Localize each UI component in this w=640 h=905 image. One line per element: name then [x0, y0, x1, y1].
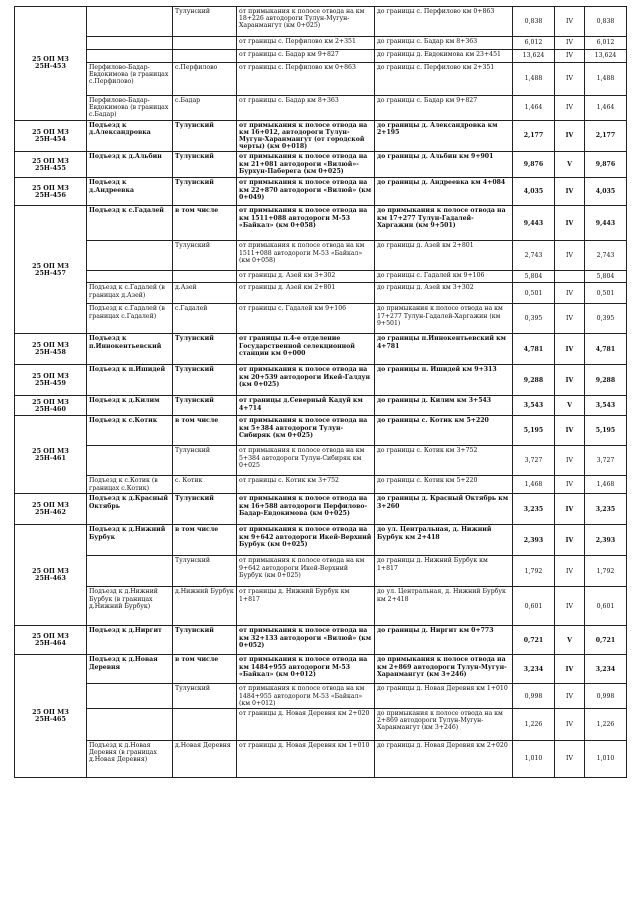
- road-code-cell: 25 ОП МЗ 25Н-463: [15, 525, 87, 626]
- road-category-cell: IV: [555, 655, 585, 684]
- segment-end-cell: до границы д. Нижний Бурбук км 1+817: [375, 556, 513, 587]
- road-code-cell: 25 ОП МЗ 25Н-458: [15, 334, 87, 365]
- road-category-cell: IV: [555, 365, 585, 396]
- segment-end-cell: до границы д. Азей км 3+302: [375, 283, 513, 304]
- length-km-cell: 0,998: [513, 684, 555, 709]
- segment-end-cell: до границы с. Котик км 5+220: [375, 416, 513, 446]
- segment-end-cell: до примыкания к полосе отвода на км 17+277 Тулун-Гадалей-Харгажин (км 9+501): [375, 206, 513, 241]
- road-code-cell: 25 ОП МЗ 25Н-460: [15, 396, 87, 416]
- road-name-cell: Подъезд к д.Ниргит: [87, 626, 173, 655]
- location-cell: [173, 37, 237, 50]
- road-category-cell: IV: [555, 63, 585, 96]
- segment-end-cell: до границы с. Бадар км 9+827: [375, 96, 513, 121]
- segment-start-cell: от примыкания к полосе отвода на км 32+133 автодороги «Вилюй» (км 0+052): [237, 626, 375, 655]
- segment-start-cell: от примыкания к полосе отвода на км 22+870 автодороги «Вилюй» (км 0+049): [237, 178, 375, 206]
- total-length-cell: 2,743: [585, 241, 627, 271]
- road-name-cell: [87, 50, 173, 63]
- total-length-cell: 1,226: [585, 709, 627, 741]
- table-row: [15, 396, 627, 416]
- road-code-cell: 25 ОП МЗ 25Н-461: [15, 416, 87, 494]
- length-km-cell: 9,288: [513, 365, 555, 396]
- location-cell: Тулунский: [173, 684, 237, 709]
- segment-start-cell: от границы д. Новая Деревня км 1+010: [237, 741, 375, 778]
- segment-start-cell: от примыкания к полосе отвода на км 21+081 автодороги «Вилюй»-Бурхун-Паберега (км 0+025): [237, 152, 375, 178]
- segment-start-cell: от границы с. Перфилово км 2+351: [237, 37, 375, 50]
- segment-end-cell: до границы д. Новая Деревня км 1+010: [375, 684, 513, 709]
- road-name-cell: [87, 446, 173, 476]
- road-name-cell: Подъезд к д.Килим: [87, 396, 173, 416]
- length-km-cell: 1,464: [513, 96, 555, 121]
- location-cell: Тулунский: [173, 446, 237, 476]
- road-name-cell: [87, 37, 173, 50]
- table-row: [15, 334, 627, 365]
- road-category-cell: IV: [555, 684, 585, 709]
- road-category-cell: IV: [555, 741, 585, 778]
- segment-start-cell: от примыкания к полосе отвода на км 16+588 автодороги Перфилово-Бадар-Евдокимова (км 0+025): [237, 494, 375, 525]
- length-km-cell: 0,721: [513, 626, 555, 655]
- road-name-cell: Подъезд к с.Котик: [87, 416, 173, 446]
- road-category-cell: IV: [555, 206, 585, 241]
- table-row: [15, 206, 627, 241]
- road-category-cell: IV: [555, 283, 585, 304]
- road-category-cell: IV: [555, 50, 585, 63]
- road-category-cell: IV: [555, 120, 585, 152]
- segment-start-cell: от примыкания к полосе отвода на км 5+384 автодороги Тулун-Сибиряк км 0+025: [237, 446, 375, 476]
- road-category-cell: IV: [555, 416, 585, 446]
- total-length-cell: 4,035: [585, 178, 627, 206]
- location-cell: в том числе: [173, 416, 237, 446]
- total-length-cell: 4,781: [585, 334, 627, 365]
- table-row: [15, 446, 627, 476]
- table-row: [15, 63, 627, 96]
- road-category-cell: IV: [555, 494, 585, 525]
- length-km-cell: 3,543: [513, 396, 555, 416]
- road-category-cell: IV: [555, 96, 585, 121]
- road-name-cell: Подъезд к д.Александровка: [87, 120, 173, 152]
- total-length-cell: 5,804: [585, 271, 627, 283]
- length-km-cell: 0,501: [513, 283, 555, 304]
- road-category-cell: IV: [555, 709, 585, 741]
- road-name-cell: Подъезд к д.Альбин: [87, 152, 173, 178]
- road-code-cell: 25 ОП МЗ 25Н-459: [15, 365, 87, 396]
- location-cell: д.Новая Деревня: [173, 741, 237, 778]
- location-cell: Тулунский: [173, 365, 237, 396]
- segment-end-cell: до примыкания к полосе отвода на км 17+277 Тулун-Гадалей-Харгажин (км 9+501): [375, 304, 513, 334]
- location-cell: в том числе: [173, 206, 237, 241]
- road-code-cell: 25 ОП МЗ 25Н-457: [15, 206, 87, 334]
- road-category-cell: IV: [555, 556, 585, 587]
- segment-start-cell: от границы с. Перфилово км 0+863: [237, 63, 375, 96]
- road-name-cell: Подъезд к д.Новая Деревня (в границах д.Новая Деревня): [87, 741, 173, 778]
- road-category-cell: IV: [555, 446, 585, 476]
- road-name-cell: Подъезд к п.Ишидей: [87, 365, 173, 396]
- segment-start-cell: от примыкания к полосе отвода на км 20+539 автодороги Икей-Галдун (км 0+025): [237, 365, 375, 396]
- length-km-cell: 1,488: [513, 63, 555, 96]
- segment-end-cell: до границы п. Ишидей км 9+313: [375, 365, 513, 396]
- total-length-cell: 3,235: [585, 494, 627, 525]
- location-cell: в том числе: [173, 525, 237, 556]
- total-length-cell: 1,488: [585, 63, 627, 96]
- location-cell: с.Гадалей: [173, 304, 237, 334]
- road-name-cell: Подъезд к с.Гадалей (в границах с.Гадалей): [87, 304, 173, 334]
- segment-end-cell: до примыкания к полосе отвода на км 2+869 автодороги Тулун-Мугун-Харанмангут (км 3+246): [375, 709, 513, 741]
- length-km-cell: 2,743: [513, 241, 555, 271]
- length-km-cell: 6,012: [513, 37, 555, 50]
- segment-start-cell: от границы с. Бадар км 9+827: [237, 50, 375, 63]
- segment-start-cell: от границы д.Северный Кадуй км 4+714: [237, 396, 375, 416]
- table-row: [15, 587, 627, 626]
- total-length-cell: 1,464: [585, 96, 627, 121]
- length-km-cell: 4,035: [513, 178, 555, 206]
- road-register-page: [14, 6, 626, 778]
- road-code-cell: 25 ОП МЗ 25Н-464: [15, 626, 87, 655]
- road-category-cell: [555, 271, 585, 283]
- length-km-cell: 2,393: [513, 525, 555, 556]
- total-length-cell: 9,443: [585, 206, 627, 241]
- table-row: [15, 626, 627, 655]
- total-length-cell: 1,010: [585, 741, 627, 778]
- location-cell: Тулунский: [173, 494, 237, 525]
- segment-start-cell: от границы п.4-е отделение Государственной селекционной станции км 0+000: [237, 334, 375, 365]
- road-category-cell: V: [555, 152, 585, 178]
- length-km-cell: 9,876: [513, 152, 555, 178]
- location-cell: Тулунский: [173, 152, 237, 178]
- road-name-cell: [87, 709, 173, 741]
- road-category-cell: IV: [555, 7, 585, 37]
- road-category-cell: IV: [555, 37, 585, 50]
- segment-start-cell: от границы с. Гадалей км 9+106: [237, 304, 375, 334]
- table-row: [15, 304, 627, 334]
- segment-start-cell: от границы д. Новая Деревня км 2+020: [237, 709, 375, 741]
- segment-end-cell: до границы с. Бадар км 8+363: [375, 37, 513, 50]
- road-name-cell: [87, 271, 173, 283]
- road-category-cell: V: [555, 626, 585, 655]
- total-length-cell: 3,234: [585, 655, 627, 684]
- table-row: [15, 741, 627, 778]
- total-length-cell: 2,177: [585, 120, 627, 152]
- length-km-cell: 3,727: [513, 446, 555, 476]
- segment-end-cell: до границы д. Азей км 2+801: [375, 241, 513, 271]
- total-length-cell: 0,395: [585, 304, 627, 334]
- table-row: [15, 96, 627, 121]
- road-category-cell: IV: [555, 304, 585, 334]
- location-cell: в том числе: [173, 655, 237, 684]
- table-row: [15, 37, 627, 50]
- table-row: [15, 50, 627, 63]
- total-length-cell: 0,501: [585, 283, 627, 304]
- road-code-cell: 25 ОП МЗ 25Н-455: [15, 152, 87, 178]
- segment-end-cell: до границы д. Новая Деревня км 2+020: [375, 741, 513, 778]
- segment-start-cell: от границы д. Азей км 2+801: [237, 283, 375, 304]
- road-category-cell: IV: [555, 525, 585, 556]
- road-name-cell: Перфилово-Бадар-Евдокимова (в границах с.Бадар): [87, 96, 173, 121]
- length-km-cell: 13,624: [513, 50, 555, 63]
- road-name-cell: Подъезд к д.Новая Деревня: [87, 655, 173, 684]
- total-length-cell: 13,624: [585, 50, 627, 63]
- length-km-cell: 9,443: [513, 206, 555, 241]
- segment-start-cell: от границы д. Нижний Бурбук км 1+817: [237, 587, 375, 626]
- length-km-cell: 5,804: [513, 271, 555, 283]
- total-length-cell: 3,727: [585, 446, 627, 476]
- table-row: [15, 178, 627, 206]
- table-row: [15, 152, 627, 178]
- location-cell: Тулунский: [173, 626, 237, 655]
- road-name-cell: Подъезд к д.Нижний Бурбук: [87, 525, 173, 556]
- location-cell: Тулунский: [173, 396, 237, 416]
- total-length-cell: 9,288: [585, 365, 627, 396]
- segment-end-cell: до границы д. Андреевка км 4+084: [375, 178, 513, 206]
- table-row: [15, 365, 627, 396]
- total-length-cell: 1,468: [585, 476, 627, 494]
- segment-end-cell: до границы п.Иннокентьевский км 4+781: [375, 334, 513, 365]
- road-name-cell: Перфилово-Бадар-Евдокимова (в границах с.Перфилово): [87, 63, 173, 96]
- segment-start-cell: от примыкания к полосе отвода на км 1511+088 автодороги М-53 «Байкал» (км 0+058): [237, 241, 375, 271]
- road-name-cell: Подъезд к д.Нижний Бурбук (в границах д.Нижний Бурбук): [87, 587, 173, 626]
- road-code-cell: 25 ОП МЗ 25Н-453: [15, 7, 87, 121]
- total-length-cell: 0,601: [585, 587, 627, 626]
- road-code-cell: 25 ОП МЗ 25Н-456: [15, 178, 87, 206]
- table-row: [15, 416, 627, 446]
- length-km-cell: 3,235: [513, 494, 555, 525]
- segment-start-cell: от примыкания к полосе отвода на км 5+384 автодороги Тулун-Сибиряк (км 0+025): [237, 416, 375, 446]
- table-row: [15, 7, 627, 37]
- location-cell: Тулунский: [173, 556, 237, 587]
- length-km-cell: 1,226: [513, 709, 555, 741]
- road-category-cell: IV: [555, 178, 585, 206]
- table-row: [15, 655, 627, 684]
- location-cell: с. Котик: [173, 476, 237, 494]
- total-length-cell: 5,195: [585, 416, 627, 446]
- segment-start-cell: от примыкания к полосе отвода на км 9+642 автодороги Икей-Верхний Бурбук (км 0+025): [237, 556, 375, 587]
- location-cell: Тулунский: [173, 120, 237, 152]
- road-name-cell: [87, 556, 173, 587]
- segment-end-cell: до границы с. Котик км 3+752: [375, 446, 513, 476]
- segment-end-cell: до ул. Центральная, д. Нижний Бурбук км 2+418: [375, 587, 513, 626]
- location-cell: с.Бадар: [173, 96, 237, 121]
- location-cell: [173, 50, 237, 63]
- segment-end-cell: до границы д. Ниргит км 0+773: [375, 626, 513, 655]
- segment-start-cell: от примыкания к полосе отвода на км 9+642 автодороги Икей-Верхний Бурбук (км 0+025): [237, 525, 375, 556]
- road-name-cell: Подъезд к д.Андреевка: [87, 178, 173, 206]
- road-register-body: [15, 7, 627, 778]
- length-km-cell: 2,177: [513, 120, 555, 152]
- segment-start-cell: от границы д. Азей км 3+302: [237, 271, 375, 283]
- location-cell: с.Перфилово: [173, 63, 237, 96]
- total-length-cell: 3,543: [585, 396, 627, 416]
- segment-start-cell: от примыкания к полосе отвода на км 1511+088 автодороги М-53 «Байкал» (км 0+058): [237, 206, 375, 241]
- length-km-cell: 0,601: [513, 587, 555, 626]
- length-km-cell: 1,792: [513, 556, 555, 587]
- table-row: [15, 709, 627, 741]
- location-cell: Тулунский: [173, 7, 237, 37]
- total-length-cell: 9,876: [585, 152, 627, 178]
- road-category-cell: IV: [555, 587, 585, 626]
- road-name-cell: Подъезд к д.Красный Октябрь: [87, 494, 173, 525]
- road-code-cell: 25 ОП МЗ 25Н-465: [15, 655, 87, 778]
- segment-end-cell: до границы д. Альбин км 9+901: [375, 152, 513, 178]
- length-km-cell: 0,395: [513, 304, 555, 334]
- road-code-cell: 25 ОП МЗ 25Н-462: [15, 494, 87, 525]
- segment-start-cell: от примыкания к полосе отвода на км 1484+955 автодороги М-53 «Байкал» (км 0+012): [237, 655, 375, 684]
- segment-end-cell: до границы д. Александровка км 2+195: [375, 120, 513, 152]
- road-name-cell: Подъезд к с.Котик (в границах с.Котик): [87, 476, 173, 494]
- location-cell: Тулунский: [173, 334, 237, 365]
- road-code-cell: 25 ОП МЗ 25Н-454: [15, 120, 87, 152]
- total-length-cell: 0,998: [585, 684, 627, 709]
- road-name-cell: [87, 241, 173, 271]
- road-register-table: [14, 6, 627, 778]
- road-category-cell: IV: [555, 476, 585, 494]
- road-name-cell: Подъезд к с.Гадалей: [87, 206, 173, 241]
- total-length-cell: 2,393: [585, 525, 627, 556]
- length-km-cell: 0,838: [513, 7, 555, 37]
- table-row: [15, 494, 627, 525]
- segment-end-cell: до ул. Центральная, д. Нижний Бурбук км 2+418: [375, 525, 513, 556]
- road-category-cell: IV: [555, 241, 585, 271]
- location-cell: д.Нижний Бурбук: [173, 587, 237, 626]
- table-row: [15, 271, 627, 283]
- location-cell: д.Азей: [173, 283, 237, 304]
- segment-end-cell: до границы д. Красный Октябрь км 3+260: [375, 494, 513, 525]
- segment-start-cell: от границы с. Бадар км 8+363: [237, 96, 375, 121]
- total-length-cell: 6,012: [585, 37, 627, 50]
- road-category-cell: V: [555, 396, 585, 416]
- segment-start-cell: от примыкания к полосе отвода на км 1484+955 автодороги М-53 «Байкал» (км 0+012): [237, 684, 375, 709]
- table-row: [15, 556, 627, 587]
- road-name-cell: [87, 7, 173, 37]
- segment-end-cell: до примыкания к полосе отвода на км 2+869 автодороги Тулун-Мугун-Харанмангут (км 3+246): [375, 655, 513, 684]
- road-name-cell: [87, 684, 173, 709]
- table-row: [15, 120, 627, 152]
- segment-start-cell: от примыкания к полосе отвода на км 18+226 автодороги Тулун-Мугун-Харанмангут (км 0+025): [237, 7, 375, 37]
- table-row: [15, 476, 627, 494]
- road-category-cell: IV: [555, 334, 585, 365]
- length-km-cell: 1,010: [513, 741, 555, 778]
- length-km-cell: 3,234: [513, 655, 555, 684]
- location-cell: [173, 709, 237, 741]
- table-row: [15, 684, 627, 709]
- total-length-cell: 0,721: [585, 626, 627, 655]
- road-name-cell: Подъезд к п.Иннокентьевский: [87, 334, 173, 365]
- location-cell: Тулунский: [173, 178, 237, 206]
- road-name-cell: Подъезд к с.Гадалей (в границах д.Азей): [87, 283, 173, 304]
- length-km-cell: 4,781: [513, 334, 555, 365]
- segment-start-cell: от примыкания к полосе отвода на км 16+012, автодороги Тулун-Мугун-Харанмангут (от городской черты) (км 0+018): [237, 120, 375, 152]
- segment-end-cell: до границы с. Котик км 5+220: [375, 476, 513, 494]
- total-length-cell: 1,792: [585, 556, 627, 587]
- location-cell: [173, 271, 237, 283]
- segment-end-cell: до границы с. Гадалей км 9+106: [375, 271, 513, 283]
- table-row: [15, 241, 627, 271]
- segment-end-cell: до границы с. Перфилово км 2+351: [375, 63, 513, 96]
- length-km-cell: 5,195: [513, 416, 555, 446]
- table-row: [15, 525, 627, 556]
- length-km-cell: 1,468: [513, 476, 555, 494]
- segment-end-cell: до границы д. Евдокимова км 23+451: [375, 50, 513, 63]
- location-cell: Тулунский: [173, 241, 237, 271]
- total-length-cell: 0,838: [585, 7, 627, 37]
- segment-start-cell: от границы с. Котик км 3+752: [237, 476, 375, 494]
- table-row: [15, 283, 627, 304]
- segment-end-cell: до границы с. Перфилово км 0+863: [375, 7, 513, 37]
- segment-end-cell: до границы д. Килим км 3+543: [375, 396, 513, 416]
